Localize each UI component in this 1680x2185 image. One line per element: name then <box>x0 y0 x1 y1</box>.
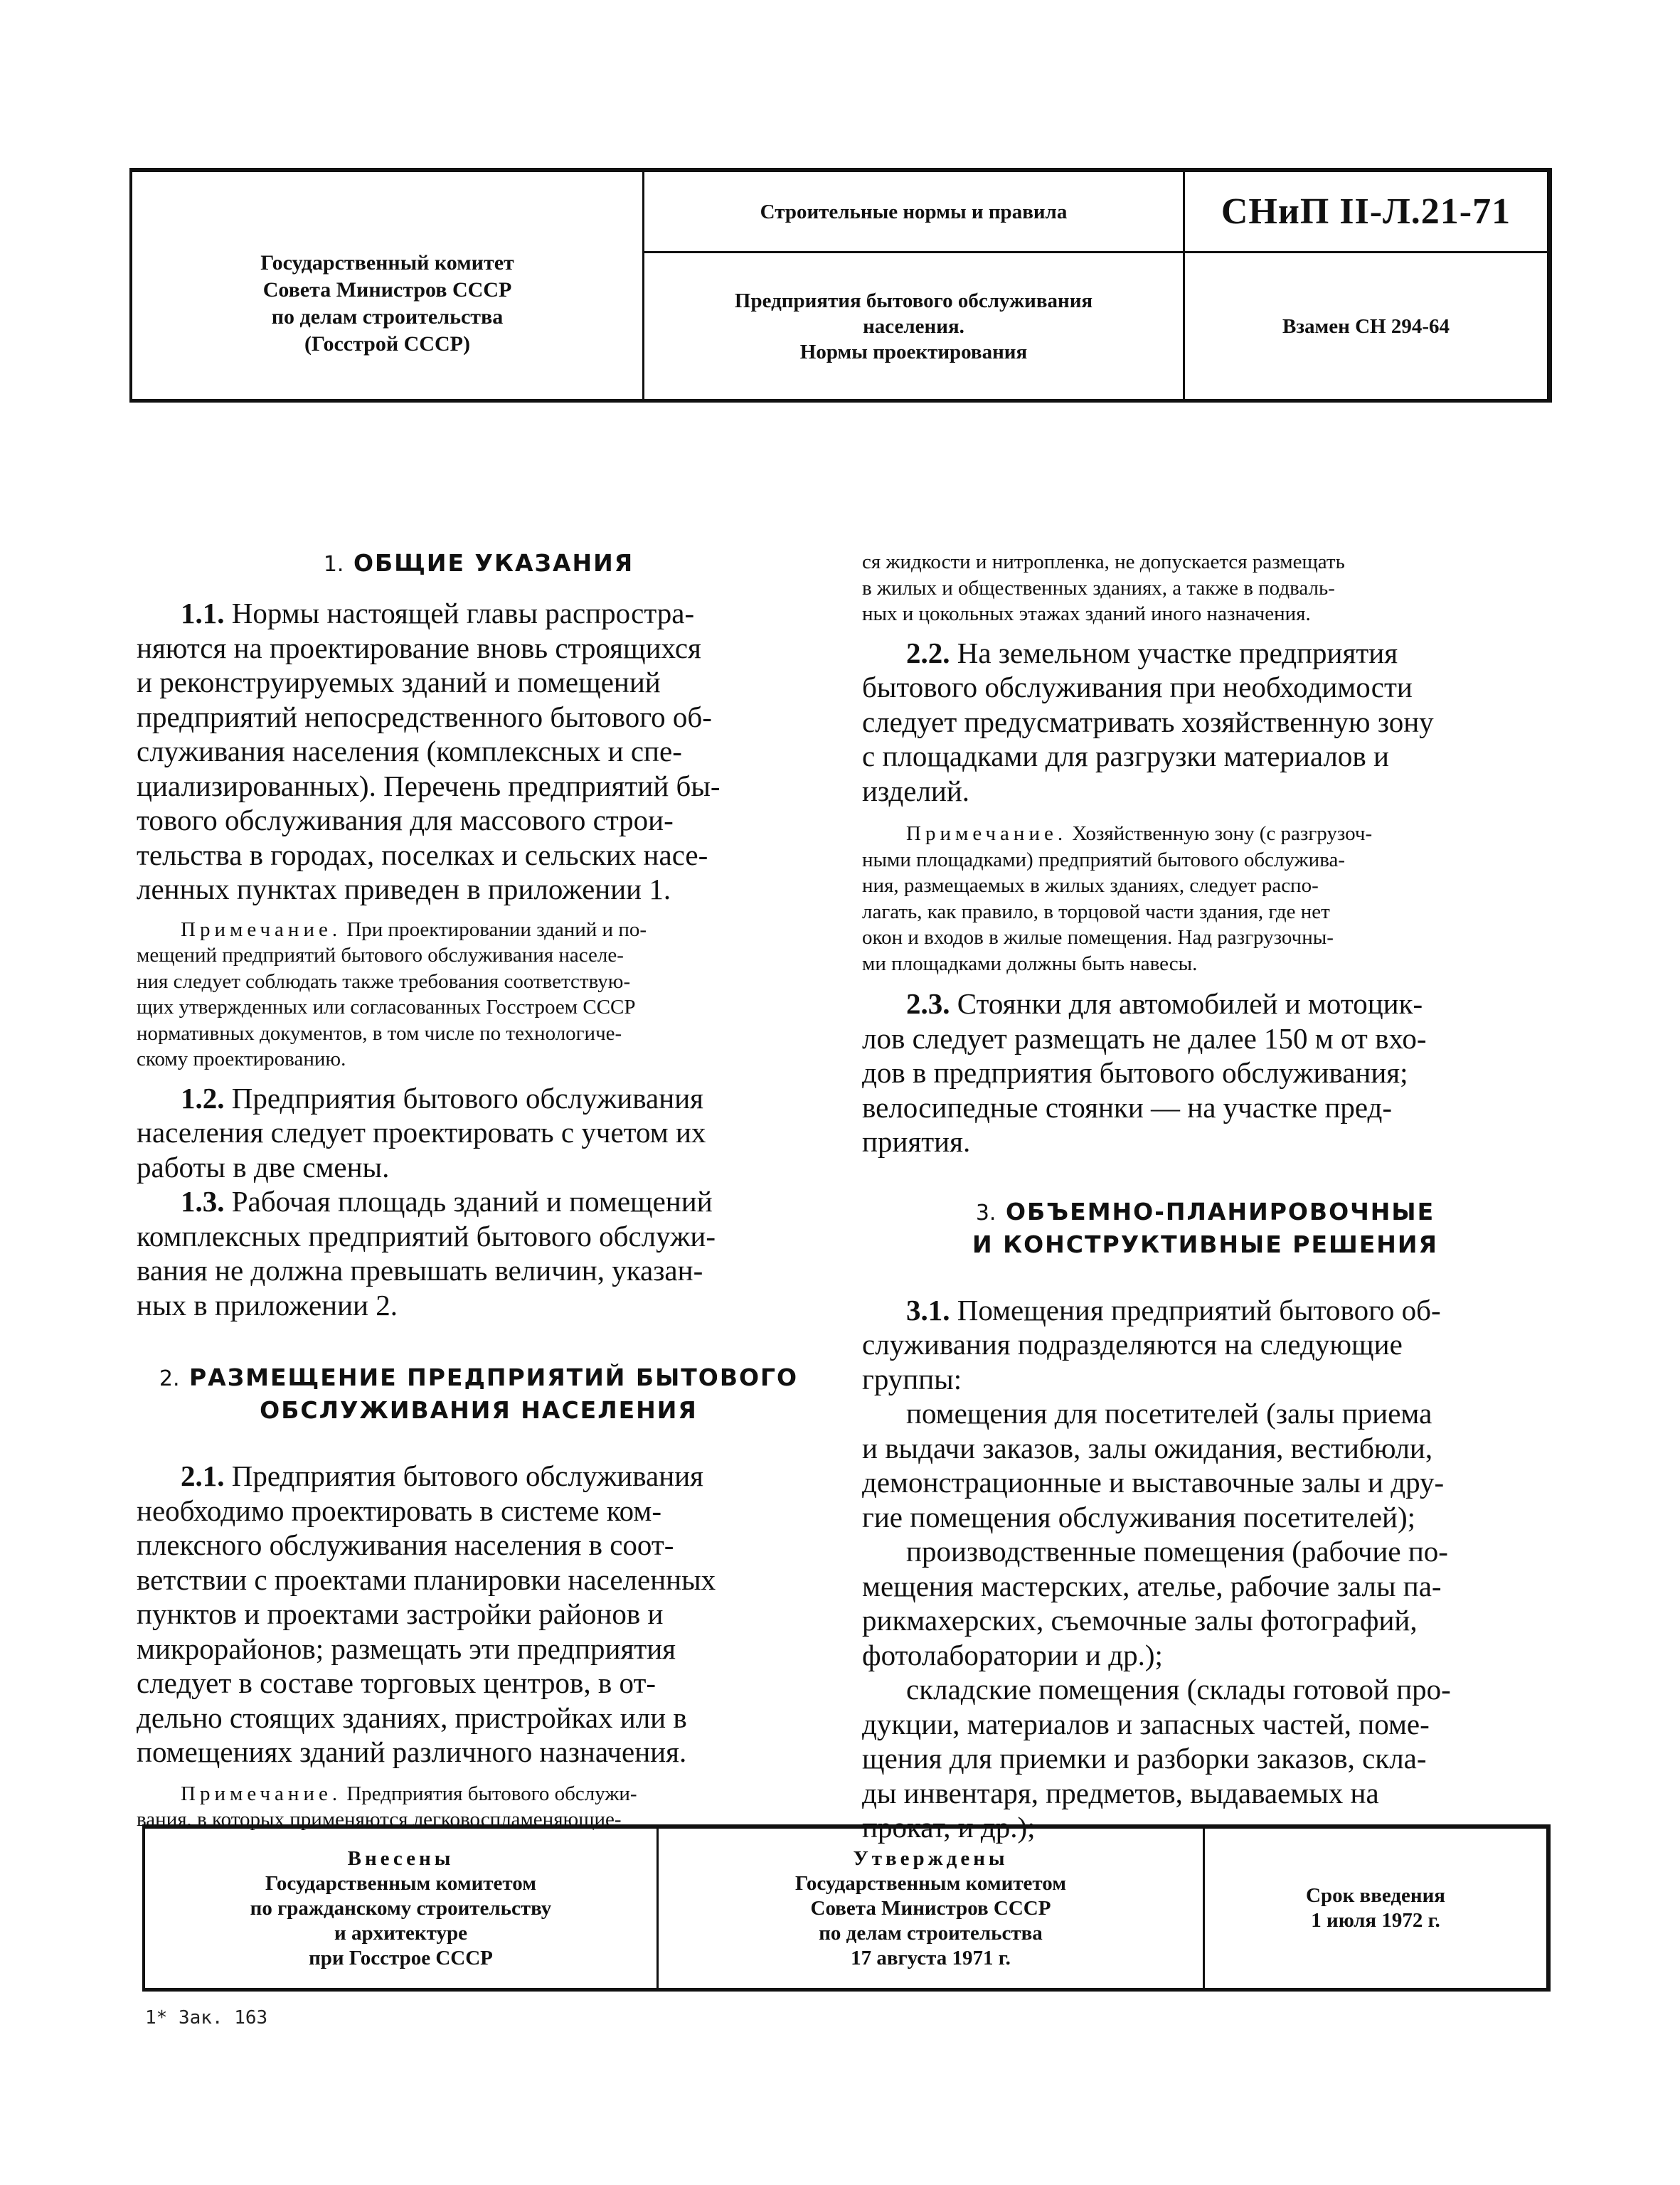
note-2-body: вания, в которых применяются легковоспламеняющие- <box>137 1808 622 1831</box>
note-1-body: мещений предприятий бытового обслуживания населе- ния следует соблюдать также требования соответствую- щих утвержденных или согласованных Госстроем СССР нормативных документов, в том числе по технологиче- скому проектированию. <box>137 944 636 1070</box>
header-organization-cell <box>132 172 644 399</box>
title-line: населения. <box>863 314 964 338</box>
section-2-heading: 2. РАЗМЕЩЕНИЕ ПРЕДПРИЯТИЙ БЫТОВОГО ОБСЛУЖИВАНИЯ НАСЕЛЕНИЯ <box>159 1363 799 1424</box>
title-line: Нормы проектирования <box>799 340 1028 363</box>
header-table <box>129 168 1552 403</box>
replaces-text: Взамен СН 294-64 <box>1282 314 1450 338</box>
paragraph-3-1: 3.1. Помещения предприятий бытового об- <box>906 1293 1441 1327</box>
paragraph-1-3-body: комплексных предприятий бытового обслужи- вания не должна превышать величин, указан- ных в приложении 2. <box>137 1219 716 1322</box>
paragraph-1-2: 1.2. Предприятия бытового обслуживания <box>181 1081 703 1115</box>
list-item-storage-body: дукции, материалов и запасных частей, поме- щения для приемки и разборки заказов, скла- ды инвентаря, предметов, выдаваемых на прокат, и др.); <box>862 1707 1430 1844</box>
left-column <box>137 548 821 1833</box>
paragraph-3-1-body: служивания подразделяются на следующие группы: <box>862 1328 1403 1395</box>
section-3-heading: 3. ОБЪЕМНО-ПЛАНИРОВОЧНЫЕ И КОНСТРУКТИВНЫЕ РЕШЕНИЯ <box>972 1197 1438 1258</box>
introduced-by: Внесены Государственным комитетом по гражданскому строительству и архитектуре при Госстрое СССР <box>250 1846 552 1969</box>
paragraph-2-1-body: необходимо проектировать в системе ком- плексного обслуживания населения в соот- ветствии с проектами планировки населенных пунктов и проектами застройки районов и микрорайонов; размещать эти предприятия следует в составе торговых центров, в от- дельно стоящих зданиях, пристройках или в помещениях зданий различного назначения. <box>137 1494 716 1768</box>
header-title-cell <box>644 172 1185 399</box>
header-organization <box>132 208 642 399</box>
org-line: Государственный комитет <box>260 250 514 275</box>
list-item-production: производственные помещения (рабочие по- <box>906 1535 1448 1568</box>
section-1-heading: 1. ОБЩИЕ УКАЗАНИЯ <box>323 549 634 577</box>
list-item-storage: складские помещения (склады готовой про- <box>906 1673 1451 1706</box>
note-2-continued: ся жидкости и нитропленка, не допускается размещать в жилых и общественных зданиях, а также в подваль- ных и цокольных этажах зданий иного назначения. <box>862 551 1345 625</box>
paragraph-2-2: 2.2. На земельном участке предприятия <box>906 636 1398 669</box>
note-1: Примечание. При проектировании зданий и по- <box>181 918 647 941</box>
paragraph-1-1: 1.1. Нормы настоящей главы распростра- <box>181 597 695 629</box>
paragraph-2-1: 2.1. Предприятия бытового обслуживания <box>181 1460 703 1492</box>
org-line: по делам строительства <box>271 304 504 329</box>
note-2: Примечание. Предприятия бытового обслужи- <box>181 1782 637 1805</box>
norms-label-text: Строительные нормы и правила <box>760 200 1068 223</box>
document-title <box>644 253 1183 399</box>
replaces-note <box>1185 253 1547 399</box>
order-number: 1* Зак. 163 <box>145 2007 268 2029</box>
paragraph-1-2-body: населения следует проектировать с учетом их работы в две смены. <box>137 1116 706 1184</box>
header-code-cell <box>1185 172 1547 399</box>
approved-by: Утверждены Государственным комитетом Совета Министров СССР по делам строительства 17 августа 1971 г. <box>795 1846 1066 1969</box>
footer-effective-cell <box>1205 1829 1546 1988</box>
note-3-body: ными площадками) предприятий бытового обслужива- ния, размещаемых в жилых зданиях, следует распо- лагать, как правило, в торцовой части здания, где нет окон и входов в жилые помещения. Над разгрузочны- ми площадками должны быть навесы. <box>862 848 1346 975</box>
list-item-visitors: помещения для посетителей (залы приема <box>906 1397 1432 1430</box>
paragraph-2-3-body: лов следует размещать не далее 150 м от вхо- дов в предприятия бытового обслуживания; велосипедные стоянки — на участке пред- приятия. <box>862 1021 1427 1158</box>
list-item-production-body: мещения мастерских, ателье, рабочие залы па- рикмахерских, съемочные залы фотографий, фотолаборатории и др.); <box>862 1569 1442 1671</box>
org-line: Совета Министров СССР <box>262 277 512 302</box>
paragraph-1-3: 1.3. Рабочая площадь зданий и помещений <box>181 1185 713 1218</box>
org-line: (Госстрой СССР) <box>304 331 470 356</box>
footer-introduced-cell <box>145 1829 659 1988</box>
note-3: Примечание. Хозяйственную зону (с разгрузоч- <box>906 822 1373 845</box>
footer-table <box>142 1824 1551 1992</box>
paragraph-2-3: 2.3. Стоянки для автомобилей и мотоцик- <box>906 987 1423 1020</box>
paragraph-1-1-body: няются на проектирование вновь строящихся и реконструируемых зданий и помещений предприятий непосредственного бытового об- служивания населения (комплексных и спе- циализированных). Перечень предприятий бы- тового обслуживания для массового строи- тельства в городах, поселках и сельских насе- ленных пунктах приведен в приложении 1. <box>137 631 721 905</box>
document-code <box>1185 172 1547 253</box>
document-code-text: СНиП II-Л.21-71 <box>1221 191 1511 232</box>
right-column <box>862 549 1548 1845</box>
footer-approved-cell <box>659 1829 1205 1988</box>
paragraph-2-2-body: бытового обслуживания при необходимости следует предусматривать хозяйственную зону с площадками для разгрузки материалов и изделий. <box>862 671 1434 807</box>
title-line: Предприятия бытового обслуживания <box>734 289 1093 312</box>
norms-label <box>644 172 1183 253</box>
effective-date: Срок введения 1 июля 1972 г. <box>1306 1884 1445 1932</box>
list-item-visitors-body: и выдачи заказов, залы ожидания, вестибюли, демонстрационные и выставочные залы и дру- гие помещения обслуживания посетителей); <box>862 1431 1445 1533</box>
